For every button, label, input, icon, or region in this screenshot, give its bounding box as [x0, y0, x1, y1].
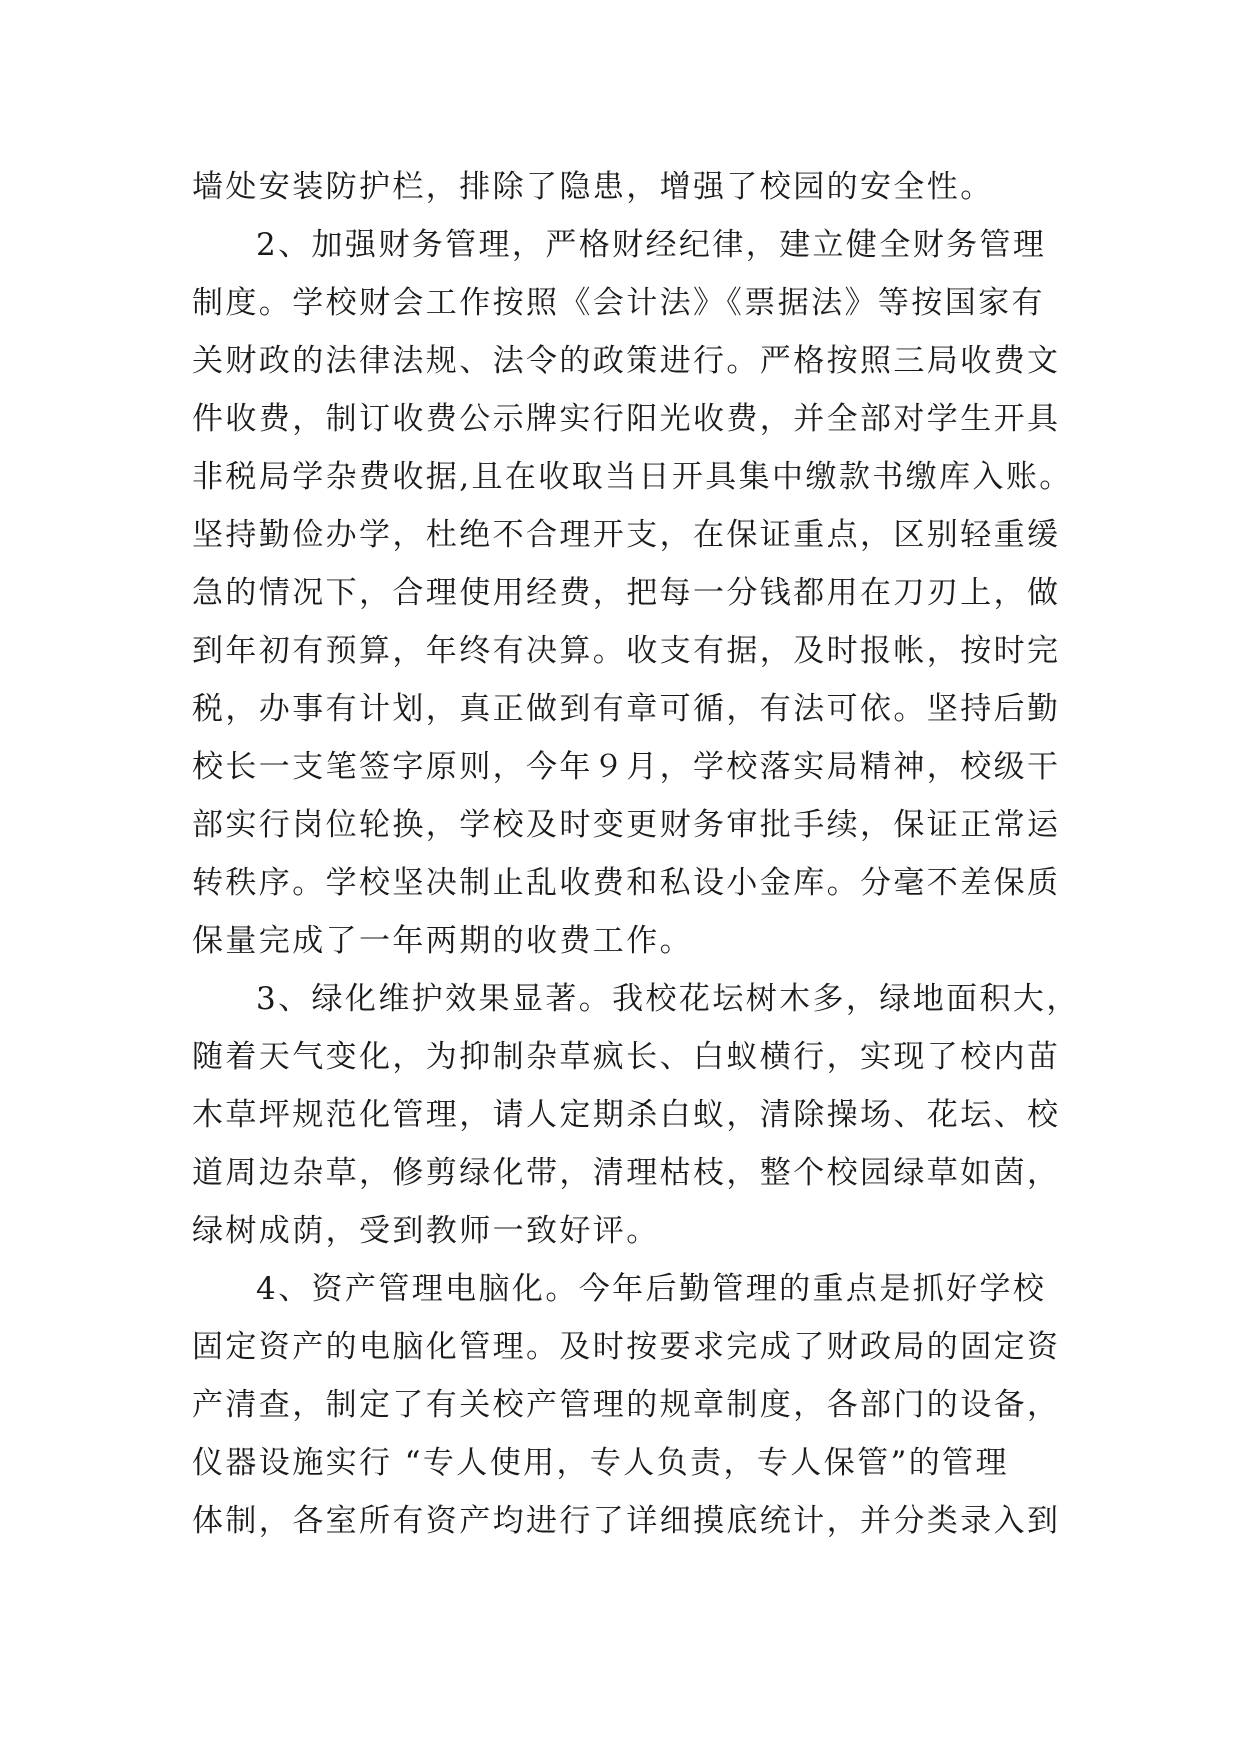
text-line: 仪器设施实行 “专人使用，专人负责，专人保管”的管理 [192, 1445, 1009, 1481]
text-line: 坚持勤俭办学，杜绝不合理开支，在保证重点，区别轻重缓 [192, 517, 1061, 553]
text-line: 墙处安装防护栏，排除了隐患，增强了校园的安全性。 [192, 169, 994, 205]
text-line: 保量完成了一年两期的收费工作。 [192, 923, 693, 959]
text-line: 绿树成荫，受到教师一致好评。 [192, 1213, 660, 1249]
text-line: 固定资产的电脑化管理。及时按要求完成了财政局的固定资 [192, 1329, 1061, 1365]
text-line: 体制，各室所有资产均进行了详细摸底统计，并分类录入到 [192, 1503, 1061, 1539]
text-line: 税，办事有计划，真正做到有章可循，有法可依。坚持后勤 [192, 691, 1061, 727]
text-line: 校长一支笔签字原则，今年９月，学校落实局精神，校级干 [192, 749, 1061, 785]
paragraph-first-line: 2、加强财务管理，严格财经纪律，建立健全财务管理 [256, 227, 1047, 263]
text-line: 产清查，制定了有关校产管理的规章制度，各部门的设备， [192, 1387, 1061, 1423]
text-line: 制度。学校财会工作按照《会计法》《票据法》等按国家有 [192, 285, 1045, 321]
text-line: 件收费，制订收费公示牌实行阳光收费，并全部对学生开具 [192, 401, 1061, 437]
text-line: 急的情况下，合理使用经费，把每一分钱都用在刀刃上，做 [192, 575, 1061, 611]
text-line: 道周边杂草，修剪绿化带，清理枯枝，整个校园绿草如茵， [192, 1155, 1061, 1191]
text-line: 随着天气变化，为抑制杂草疯长、白蚁横行，实现了校内苗 [192, 1039, 1061, 1075]
text-line: 到年初有预算，年终有决算。收支有据，及时报帐，按时完 [192, 633, 1061, 669]
text-line: 部实行岗位轮换，学校及时变更财务审批手续，保证正常运 [192, 807, 1061, 843]
paragraph-first-line: 3、绿化维护效果显著。我校花坛树木多，绿地面积大， [256, 981, 1080, 1017]
text-line: 非税局学杂费收据,且在收取当日开具集中缴款书缴库入账。 [192, 459, 1073, 495]
text-line: 木草坪规范化管理，请人定期杀白蚁，清除操场、花坛、校 [192, 1097, 1061, 1133]
paragraph-first-line: 4、资产管理电脑化。今年后勤管理的重点是抓好学校 [256, 1271, 1047, 1307]
text-line: 关财政的法律法规、法令的政策进行。严格按照三局收费文 [192, 343, 1061, 379]
text-line: 转秩序。学校坚决制止乱收费和私设小金库。分毫不差保质 [192, 865, 1061, 901]
body-text [192, 158, 1080, 1550]
